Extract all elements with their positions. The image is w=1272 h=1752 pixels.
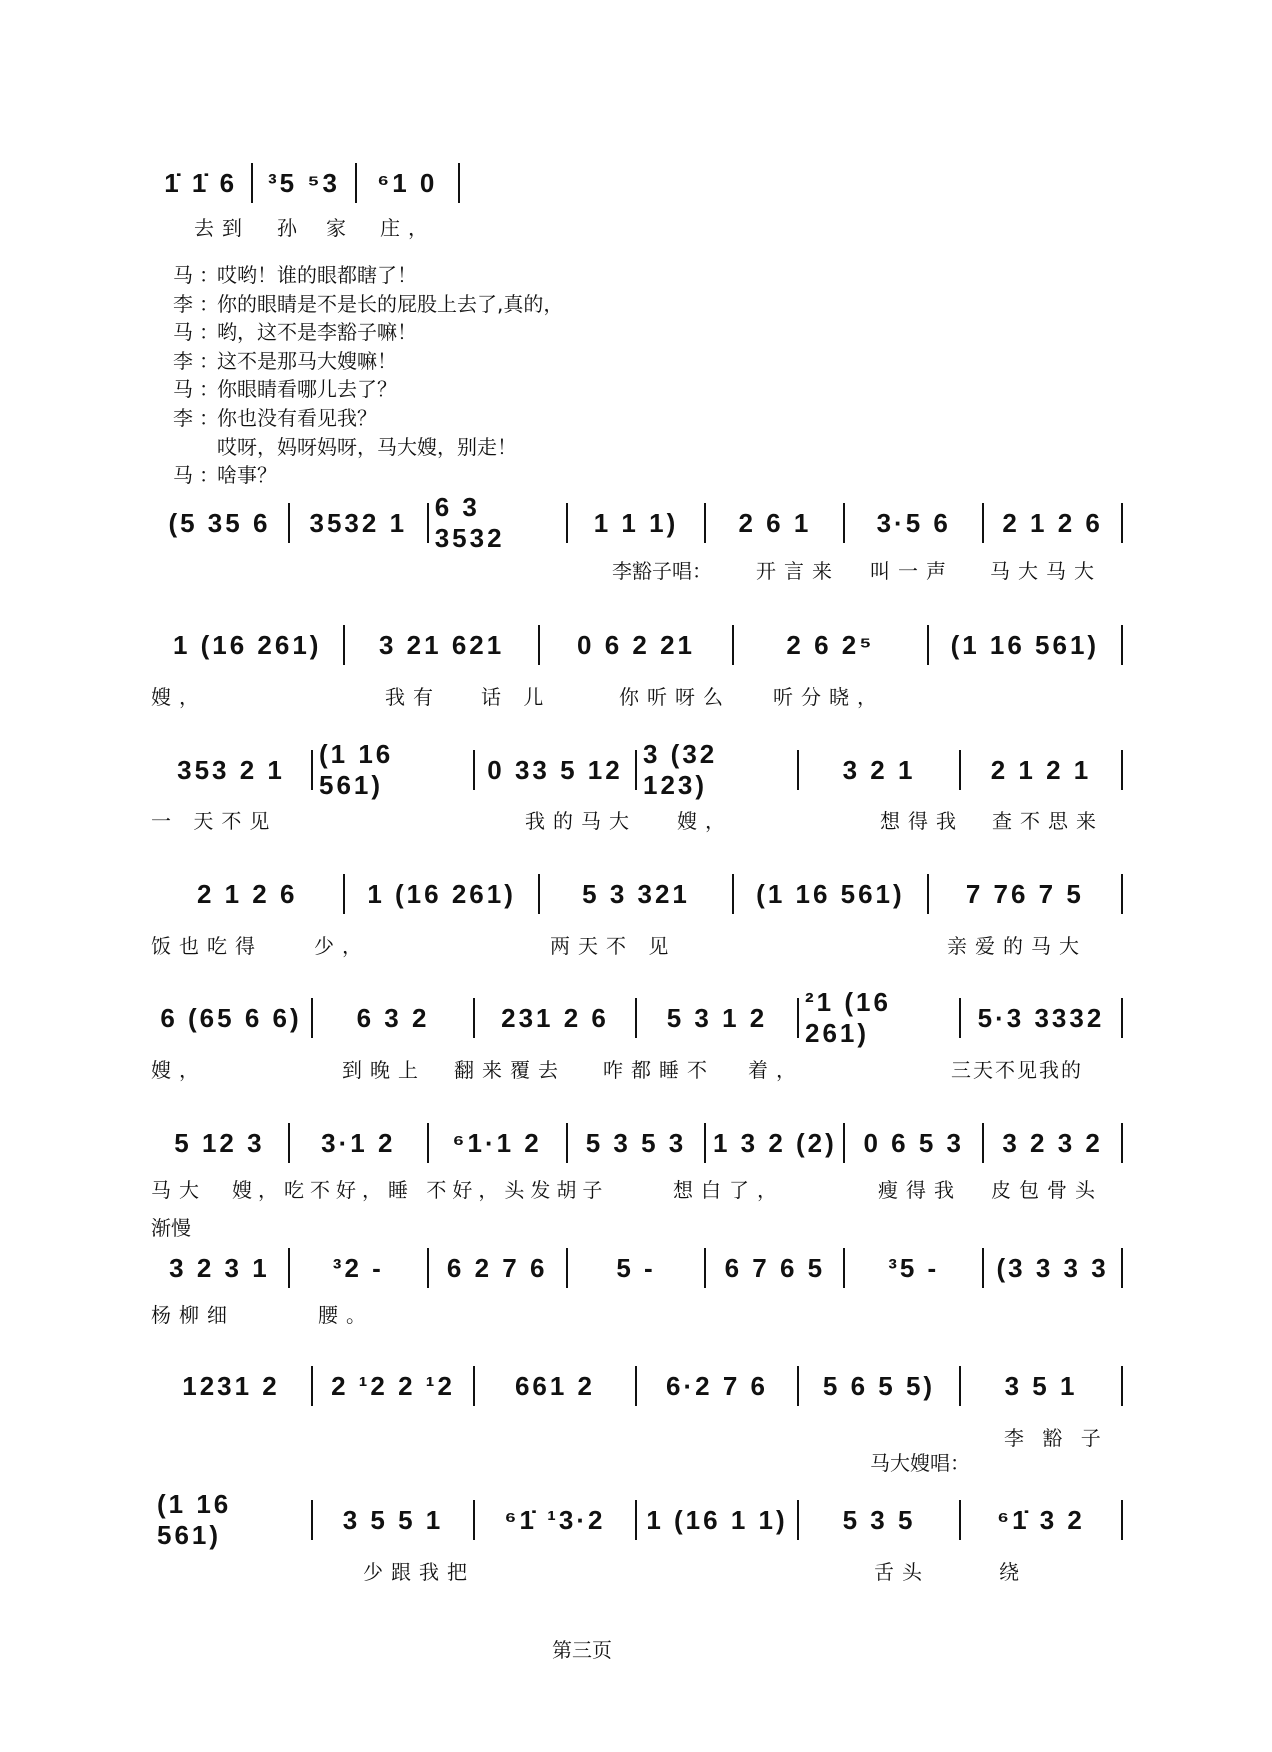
dialogue-line [173,373,397,402]
lyric: 嫂， [677,809,733,833]
measure: 5 6 5 5) [799,1366,961,1406]
dialogue-text: 你眼睛看哪儿去了？ [217,377,397,401]
measure: 5 12 3 [151,1123,290,1163]
lyric: 皮包骨头 [991,1178,1103,1202]
measure: 2 6 1 [706,503,845,543]
lyric: 舌头 [874,1560,930,1584]
lyric: 瘦得我 [878,1178,962,1202]
lyric: 一 天不见 [151,809,278,833]
lyric: 腰。 [318,1303,374,1327]
dialogue-text: 哟，这不是李豁子嘛！ [217,320,417,344]
measure: 1 (16 1 1) [637,1500,799,1540]
lyric: 想白了， [673,1178,785,1202]
colon: ： [199,263,219,287]
measure: ⁶1·1 2 [429,1123,568,1163]
measure: 3 2 3 2 [984,1123,1123,1163]
measure: 1 (16 261) [151,625,345,665]
lyric: 马大 [151,1178,207,1202]
tempo-mark: 渐慢 [151,1216,191,1240]
measure: 2 6 2⁵ [734,625,928,665]
dialogue-line [173,316,417,345]
measure: (1 16 561) [929,625,1123,665]
measure: (1 16 561) [151,1500,313,1540]
measure: (1 16 561) [734,874,928,914]
measure: 3 2 3 1 [151,1248,290,1288]
measure: 3532 1 [290,503,429,543]
measure: 231 2 6 [475,998,637,1038]
lyric: 杨柳细 [151,1303,235,1327]
measure: ⁶1̇ 3 2 [961,1500,1123,1540]
notation-line-5 [151,874,1123,914]
dialogue-line [173,345,397,374]
lyric: 我的马大 [525,809,637,833]
dialogue-text: 你也没有看见我？ [217,406,377,430]
dialogue-line [173,402,377,431]
lyric: 到晚上 [342,1058,426,1082]
lyric: 嫂， [151,685,207,709]
speaker: 李 [173,406,193,430]
measure: 3 2 1 [799,750,961,790]
dialogue-line [173,288,563,317]
lyric: 嫂，吃不好，睡 不好，头发胡子 [232,1178,609,1202]
colon: ： [199,406,219,430]
lyric: 去到 [194,216,250,240]
measure: ⁶1 0 [357,163,460,203]
dialogue-text: 哎哟！谁的眼都瞎了！ [217,263,417,287]
speaker: 李 [173,349,193,373]
measure: ³5 - [845,1248,984,1288]
measure: 5·3 3332 [961,998,1123,1038]
measure: 2 1 2 6 [151,874,345,914]
lyric: 马大马大 [990,559,1102,583]
notation-line-3 [151,625,1123,665]
measure: ³5 ⁵3 [253,163,356,203]
lyric: 嫂， [151,1058,207,1082]
measure: 6 3 2 [313,998,475,1038]
dialogue-text: 你的眼睛是不是长的屁股上去了,真的， [217,292,564,316]
lyric: 少跟我把 [363,1560,475,1584]
measure: 2 1 2 1 [961,750,1123,790]
measure: 1 1 1) [568,503,707,543]
measure: ²1 (16 261) [799,998,961,1038]
measure: 1̇ 1̇ 6 [150,163,253,203]
lyric: 话 儿 [481,685,552,709]
measure: ³2 - [290,1248,429,1288]
measure: 6 2 7 6 [429,1248,568,1288]
lyric: 三天不见我的 [951,1058,1083,1082]
measure: 6 (65 6 6) [151,998,313,1038]
lyric: 你听呀么 [619,685,731,709]
lyric: 两天不 见 [550,934,677,958]
speaker: 马 [173,377,193,401]
lyric: 孙 [277,216,305,240]
measure: 5 3 1 2 [637,998,799,1038]
lyric: 饭也吃得 [151,934,263,958]
measure: 353 2 1 [151,750,313,790]
measure: 1 (16 261) [345,874,539,914]
measure: 661 2 [475,1366,637,1406]
lyric: 着， [748,1058,804,1082]
measure: 0 6 5 3 [845,1123,984,1163]
colon: ： [199,463,219,487]
colon: ： [199,320,219,344]
measure: 3 (32 123) [637,750,799,790]
speaker: 马 [173,263,193,287]
lyric: 少， [314,934,370,958]
lyric: 庄， [380,216,436,240]
lyric: 想得我 [880,809,964,833]
measure: 0 33 5 12 [475,750,637,790]
measure: 5 3 321 [540,874,734,914]
measure: ⁶1̇ ¹3·2 [475,1500,637,1540]
measure: 1 3 2 (2) [706,1123,845,1163]
measure: 3·1 2 [290,1123,429,1163]
lyric: 翻来覆去 [454,1058,566,1082]
measure: 6 7 6 5 [706,1248,845,1288]
measure: 6 3 3532 [429,503,568,543]
dialogue-text: 啥事？ [217,463,277,487]
singer-label: 李豁子唱： [612,559,712,583]
measure: 3 21 621 [345,625,539,665]
measure: 0 6 2 21 [540,625,734,665]
notation-line-2 [151,492,1123,553]
measure: 5 - [568,1248,707,1288]
colon: ： [199,377,219,401]
notation-line-10 [151,1489,1123,1550]
colon: ： [199,349,219,373]
notation-line-6 [151,987,1123,1048]
speaker: 马 [173,463,193,487]
measure: 3 5 1 [961,1366,1123,1406]
measure: (5 35 6 [151,503,290,543]
lyric: 绕 [999,1560,1027,1584]
lyric: 开言来 [756,559,840,583]
dialogue-line [173,459,277,488]
lyric: 听分晓， [773,685,885,709]
page-number: 第三页 [552,1638,612,1662]
lyric: 家 [326,216,354,240]
lyric: 亲爱的马大 [947,934,1087,958]
speaker: 马 [173,320,193,344]
dialogue-line [173,259,417,288]
lyric: 我有 [385,685,441,709]
lyric: 李 豁 子 [1004,1426,1107,1450]
measure: 6·2 7 6 [637,1366,799,1406]
lyric: 咋都睡不 [603,1058,715,1082]
singer-label: 马大嫂唱： [870,1451,970,1475]
notation-line-1 [150,163,460,203]
dialogue-text: 这不是那马大嫂嘛！ [217,349,397,373]
measure: 5 3 5 [799,1500,961,1540]
dialogue-line [217,431,517,460]
notation-line-8 [151,1248,1123,1288]
measure: 1231 2 [151,1366,313,1406]
lyric: 查不思来 [992,809,1104,833]
measure: 5 3 5 3 [568,1123,707,1163]
lyric: 叫一声 [870,559,954,583]
notation-line-9 [151,1366,1123,1406]
measure: 7 76 7 5 [929,874,1123,914]
measure: 3·5 6 [845,503,984,543]
colon: ： [199,292,219,316]
measure: 2 ¹2 2 ¹2 [313,1366,475,1406]
measure: 2 1 2 6 [984,503,1123,543]
dialogue-text: 哎呀，妈呀妈呀，马大嫂，别走！ [217,435,517,459]
notation-line-4 [151,739,1123,800]
notation-line-7 [151,1123,1123,1163]
measure: 3 5 5 1 [313,1500,475,1540]
measure: (3 3 3 3 [984,1248,1123,1288]
speaker: 李 [173,292,193,316]
measure: (1 16 561) [313,750,475,790]
